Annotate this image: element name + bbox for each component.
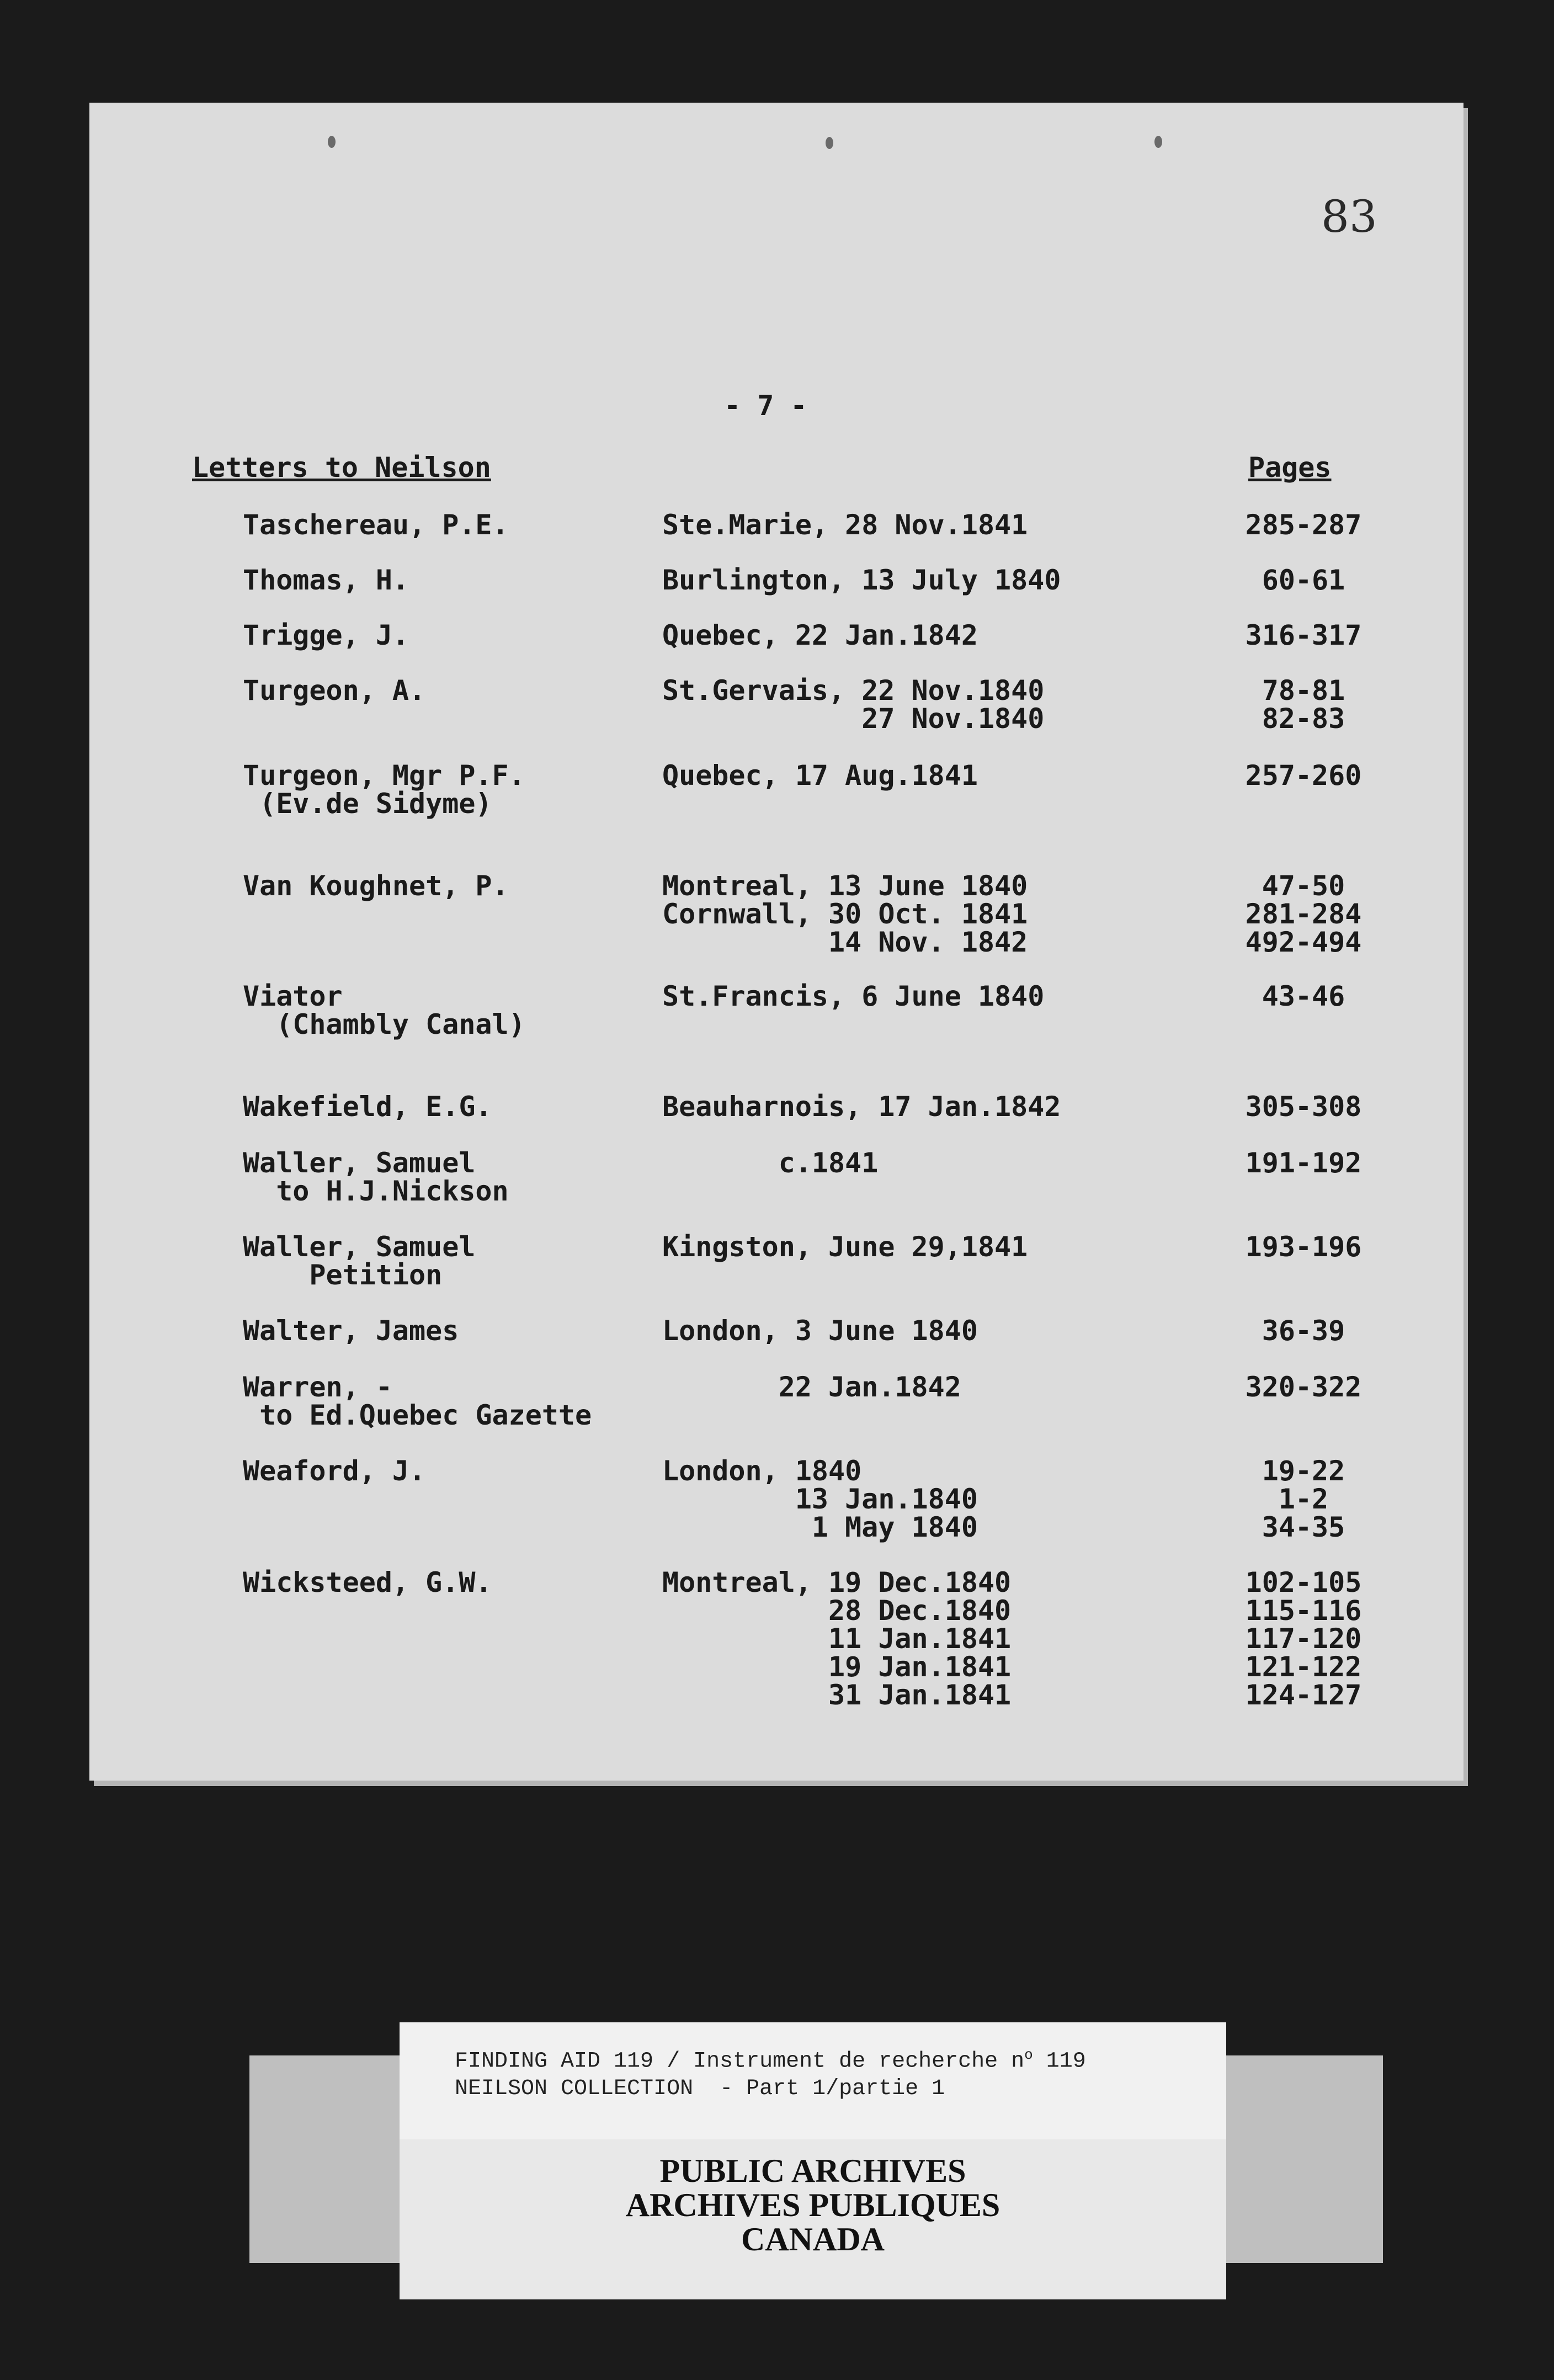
correspondent-name-line: Wicksteed, G.W. <box>243 1566 492 1598</box>
letter-place-date-line: Kingston, June 29,1841 <box>662 1231 1028 1263</box>
correspondent-name-line: to Ed.Quebec Gazette <box>243 1399 592 1431</box>
correspondent-name-line: Taschereau, P.E. <box>243 509 509 541</box>
page-range-line: 193-196 <box>1245 1231 1362 1263</box>
correspondent-name-line: Waller, Samuel <box>243 1147 476 1179</box>
letter-place-date-line: Montreal, 13 June 1840 <box>662 870 1028 902</box>
correspondent-name <box>243 1317 459 1345</box>
letter-place-date <box>662 674 1045 735</box>
heading-letters: Letters to Neilson <box>192 451 491 484</box>
page-range-line: 285-287 <box>1245 509 1362 541</box>
letter-place-date-line: 11 Jan.1841 <box>662 1623 1012 1655</box>
page-range <box>1237 1373 1370 1401</box>
correspondent-name <box>243 511 509 539</box>
letter-place-date <box>662 759 978 791</box>
letter-place-date-line: London, 1840 <box>662 1455 862 1487</box>
correspondent-name <box>243 982 525 1039</box>
page-number: - 7 - <box>724 390 807 422</box>
document-page <box>89 103 1463 1781</box>
letter-place-date-line: St.Gervais, 22 Nov.1840 <box>662 674 1045 706</box>
page-range <box>1237 1566 1370 1711</box>
stamp-line-3: CANADA <box>741 2221 885 2257</box>
page-range-line: 36-39 <box>1262 1315 1345 1347</box>
correspondent-name <box>243 759 525 820</box>
folio-number: 83 <box>1321 191 1377 242</box>
page-range-line: 121-122 <box>1245 1651 1362 1683</box>
page-range-line: 257-260 <box>1245 759 1362 791</box>
punch-hole <box>826 137 833 149</box>
correspondent-name-line: Weaford, J. <box>243 1455 426 1487</box>
page-range <box>1237 1093 1370 1121</box>
letter-place-date <box>662 1233 1028 1261</box>
letter-place-date <box>662 1566 1012 1711</box>
page-range <box>1237 621 1370 650</box>
letter-place-date <box>662 621 978 650</box>
correspondent-name-line: Warren, - <box>243 1371 392 1403</box>
letter-place-date-line: 22 Jan.1842 <box>662 1371 961 1403</box>
correspondent-name <box>243 1566 492 1598</box>
page-range-line: 82-83 <box>1262 703 1345 735</box>
letter-place-date <box>662 872 1028 957</box>
page-range <box>1237 566 1370 594</box>
correspondent-name-line: Walter, James <box>243 1315 459 1347</box>
correspondent-name <box>243 674 426 706</box>
letter-place-date-line: London, 3 June 1840 <box>662 1315 978 1347</box>
correspondent-name-line: to H.J.Nickson <box>243 1175 509 1207</box>
letter-place-date <box>662 1457 978 1542</box>
page-range-line: 47-50 <box>1262 870 1345 902</box>
page-range-line: 19-22 <box>1262 1455 1345 1487</box>
letter-place-date-line: c.1841 <box>662 1147 879 1179</box>
letter-place-date-line: Montreal, 19 Dec.1840 <box>662 1566 1012 1598</box>
letter-place-date-line: 13 Jan.1840 <box>662 1483 978 1515</box>
correspondent-name <box>243 566 409 594</box>
letter-place-date <box>662 511 1028 539</box>
page-range <box>1237 872 1370 957</box>
letter-place-date-line: Quebec, 22 Jan.1842 <box>662 619 978 651</box>
page-range <box>1237 982 1370 1011</box>
letter-place-date <box>662 1317 978 1345</box>
correspondent-name-line: (Ev.de Sidyme) <box>243 788 492 820</box>
page-range <box>1237 674 1370 735</box>
page-range <box>1237 1317 1370 1345</box>
page-range <box>1237 511 1370 539</box>
letter-place-date-line: 28 Dec.1840 <box>662 1595 1012 1627</box>
correspondent-name-line: (Chambly Canal) <box>243 1008 525 1040</box>
letter-place-date-line: 14 Nov. 1842 <box>662 926 1028 958</box>
heading-pages: Pages <box>1248 451 1332 484</box>
page-range-line: 281-284 <box>1245 898 1362 930</box>
page-range <box>1237 1457 1370 1542</box>
finding-aid-label <box>400 2022 1226 2142</box>
letter-place-date-line: Beauharnois, 17 Jan.1842 <box>662 1091 1061 1123</box>
correspondent-name-line: Petition <box>243 1259 443 1291</box>
letter-place-date <box>662 566 1061 594</box>
letter-place-date-line: 1 May 1840 <box>662 1511 978 1543</box>
letter-place-date <box>662 1093 1061 1121</box>
correspondent-name <box>243 1373 592 1430</box>
correspondent-name <box>243 1233 475 1289</box>
correspondent-name <box>243 872 509 900</box>
correspondent-name-line: Turgeon, A. <box>243 674 426 706</box>
page-range-line: 34-35 <box>1262 1511 1345 1543</box>
page-range-line: 115-116 <box>1245 1595 1362 1627</box>
page-range-line: 60-61 <box>1262 564 1345 596</box>
page-range-line: 102-105 <box>1245 1566 1362 1598</box>
page-range <box>1237 1149 1370 1177</box>
page-range-line: 320-322 <box>1245 1371 1362 1403</box>
correspondent-name-line: Viator <box>243 980 343 1012</box>
page-range-line: 117-120 <box>1245 1623 1362 1655</box>
page-range-line: 191-192 <box>1245 1147 1362 1179</box>
archives-stamp <box>400 2139 1226 2299</box>
letter-place-date-line: Burlington, 13 July 1840 <box>662 564 1061 596</box>
correspondent-name-line: Waller, Samuel <box>243 1231 476 1263</box>
page-range-line: 316-317 <box>1245 619 1362 651</box>
correspondent-name-line: Thomas, H. <box>243 564 409 596</box>
letter-place-date-line: Cornwall, 30 Oct. 1841 <box>662 898 1028 930</box>
correspondent-name-line: Wakefield, E.G. <box>243 1091 492 1123</box>
correspondent-name-line: Trigge, J. <box>243 619 409 651</box>
letter-place-date-line: 19 Jan.1841 <box>662 1651 1012 1683</box>
stamp-line-1: PUBLIC ARCHIVES <box>659 2153 966 2189</box>
correspondent-name-line: Turgeon, Mgr P.F. <box>243 759 525 791</box>
correspondent-name <box>243 1093 492 1121</box>
page-range <box>1237 1233 1370 1261</box>
finding-aid-line-2: NEILSON COLLECTION - Part 1/partie 1 <box>455 2076 945 2101</box>
page-range-line: 1-2 <box>1278 1483 1329 1515</box>
correspondent-name <box>243 1457 425 1485</box>
page-range-line: 492-494 <box>1245 926 1362 958</box>
page-range-line: 124-127 <box>1245 1679 1362 1711</box>
correspondent-name <box>243 1149 509 1205</box>
letter-place-date-line: St.Francis, 6 June 1840 <box>662 980 1045 1012</box>
page-range-line: 305-308 <box>1245 1091 1362 1123</box>
letter-place-date <box>662 1373 961 1401</box>
stamp-line-2: ARCHIVES PUBLIQUES <box>625 2187 1000 2223</box>
correspondent-name <box>243 621 409 650</box>
finding-aid-line-1: FINDING AID 119 / Instrument de recherche $n^o$ 119 <box>455 2047 1086 2074</box>
letter-place-date-line: 31 Jan.1841 <box>662 1679 1012 1711</box>
page-range-line: 78-81 <box>1262 674 1345 706</box>
correspondent-name-line: Van Koughnet, P. <box>243 870 509 902</box>
page-range-line: 43-46 <box>1262 980 1345 1012</box>
letter-place-date-line: Quebec, 17 Aug.1841 <box>662 759 978 791</box>
letter-place-date-line: 27 Nov.1840 <box>662 703 1045 735</box>
letter-place-date <box>662 982 1044 1011</box>
punch-hole <box>328 136 336 148</box>
punch-hole <box>1154 136 1162 148</box>
page-range <box>1237 759 1370 791</box>
letter-place-date <box>662 1149 878 1177</box>
letter-place-date-line: Ste.Marie, 28 Nov.1841 <box>662 509 1028 541</box>
